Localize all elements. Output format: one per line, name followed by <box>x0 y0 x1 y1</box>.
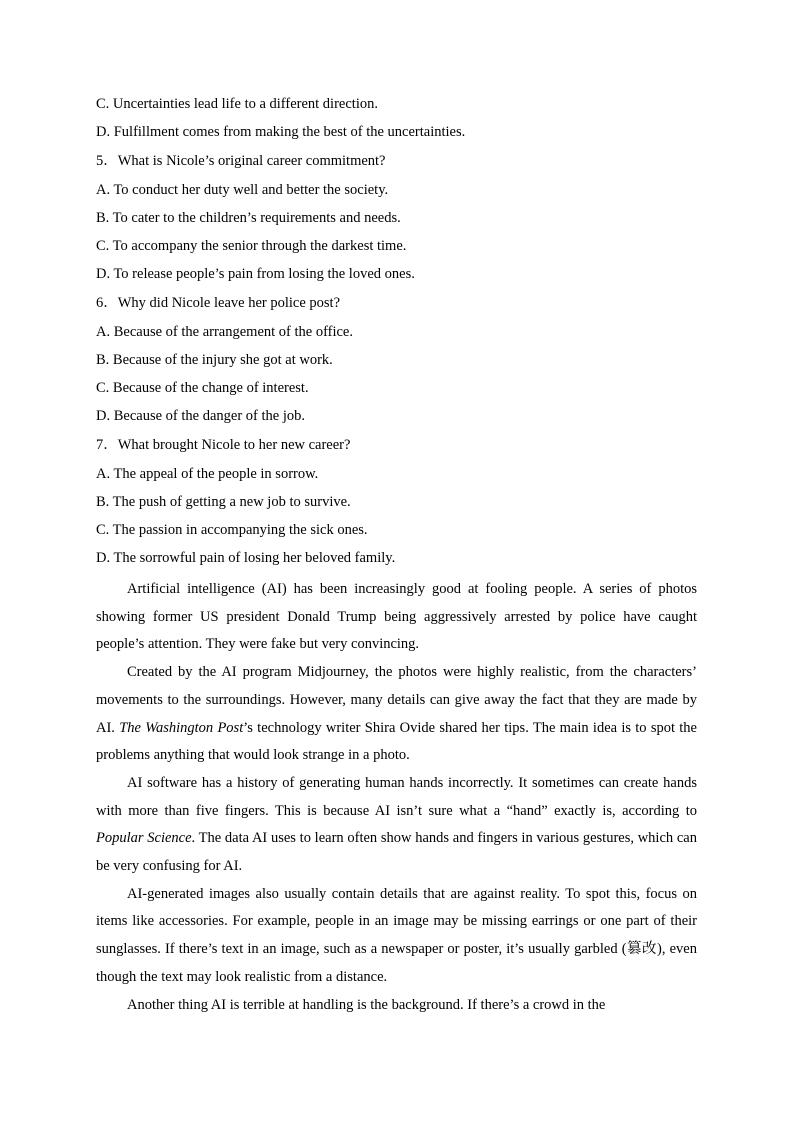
paragraph-text: . The data AI uses to learn often show hands and fingers in various gestures, which can be very confusing for AI. <box>96 830 697 875</box>
q5-option-b: B. To cater to the children’s requirements and needs. <box>96 210 401 226</box>
q7-option-d: D. The sorrowful pain of losing her beloved family. <box>96 550 396 566</box>
publication-title: Popular Science <box>96 830 192 847</box>
reading-passage <box>96 576 697 1019</box>
q7-stem: 7．What brought Nicole to her new career? <box>96 437 351 453</box>
q4-option-c: C. Uncertainties lead life to a different direction. <box>96 96 378 112</box>
q5-option-d: D. To release people’s pain from losing the loved ones. <box>96 266 415 282</box>
q6-stem: 6．Why did Nicole leave her police post? <box>96 295 341 311</box>
passage-paragraph-1: Artificial intelligence (AI) has been increasingly good at fooling people. A series of photos showing former US president Donald Trump being aggressively arrested by police have caught people’s attention. They were fake but very convincing. <box>96 581 697 653</box>
q6-option-c: C. Because of the change of interest. <box>96 380 309 396</box>
document-page <box>96 94 697 1019</box>
paragraph-text: AI software has a history of generating human hands incorrectly. It sometimes can create hands with more than five fingers. This is because AI isn’t sure what a “hand” exactly is, according to <box>96 774 697 819</box>
publication-title: The Washington Post <box>119 719 244 736</box>
passage-paragraph-3 <box>96 770 697 881</box>
passage-paragraph-5: Another thing AI is terrible at handling is the background. If there’s a crowd in the <box>127 996 606 1013</box>
q4-option-d: D. Fulfillment comes from making the best of the uncertainties. <box>96 124 466 140</box>
q5-option-a: A. To conduct her duty well and better the society. <box>96 182 389 198</box>
paragraph-text: ’s technology writer Shira Ovide shared her tips. The main idea is to spot the problems anything that would look strange in a photo. <box>96 719 697 764</box>
q6-option-a: A. Because of the arrangement of the office. <box>96 324 353 340</box>
paragraph-text: Created by the AI program Midjourney, the photos were highly realistic, from the characters’ movements to the surroundings. However, many details can give away the fact that they are made by AI. <box>96 664 697 736</box>
q6-option-d: D. Because of the danger of the job. <box>96 408 305 424</box>
passage-paragraph-4: AI-generated images also usually contain details that are against reality. To spot this, focus on items like accessories. For example, people in an image may be missing earrings or one part of their sunglasses. If there’s text in an image, such as a newspaper or poster, it’s usually garbled (篡改), even though the text may look realistic from a distance. <box>96 885 697 985</box>
q7-option-a: A. The appeal of the people in sorrow. <box>96 466 319 482</box>
q5-stem: 5．What is Nicole’s original career commitment? <box>96 153 386 169</box>
q5-option-c: C. To accompany the senior through the darkest time. <box>96 238 407 254</box>
passage-paragraph-2 <box>96 659 697 770</box>
q7-option-c: C. The passion in accompanying the sick ones. <box>96 522 368 538</box>
q7-option-b: B. The push of getting a new job to survive. <box>96 494 351 510</box>
q6-option-b: B. Because of the injury she got at work. <box>96 352 333 368</box>
